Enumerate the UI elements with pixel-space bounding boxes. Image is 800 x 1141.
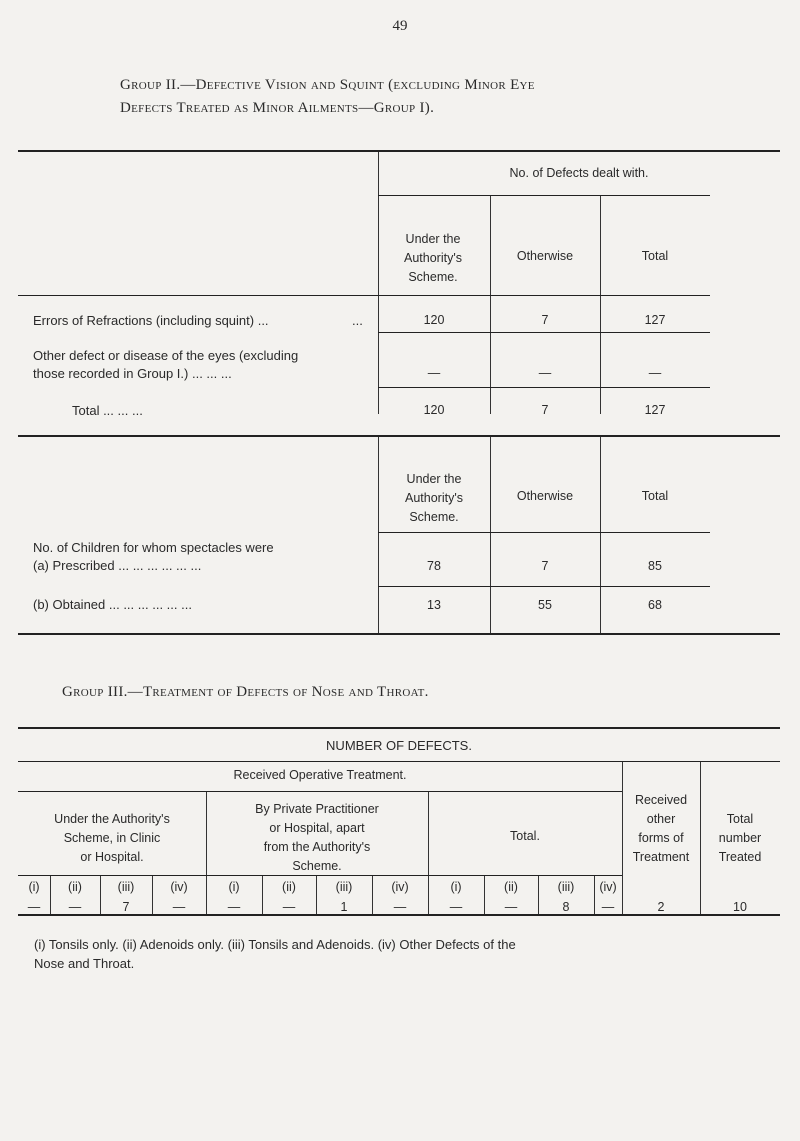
hdr-line: Scheme. [409, 510, 459, 524]
hdr-line: Scheme, in Clinic [63, 831, 161, 845]
hdr-line: Treatment [632, 850, 690, 864]
table2-col-total-header: Total [641, 489, 669, 503]
table3-roman: (i) [228, 880, 240, 894]
table2-col-otherwise-header: Otherwise [516, 489, 574, 503]
table3-value: 8 [562, 900, 570, 914]
table1-bottom-rule [18, 435, 780, 437]
hdr-line: By Private Practitioner [255, 802, 379, 816]
table2-intro: No. of Children for whom spectacles were [33, 540, 274, 555]
table3-received-operative-header: Received Operative Treatment. [233, 768, 407, 782]
table2-row-label: (a) Prescribed ... ... ... ... ... ... [33, 558, 202, 573]
hdr-line: from the Authority's [263, 840, 371, 854]
table2-cell: 7 [541, 559, 549, 573]
table3-value-other: 2 [657, 900, 665, 914]
table3-top-rule [18, 727, 780, 729]
table3-value-total: 10 [733, 900, 747, 914]
table3-roman: (iii) [557, 880, 575, 894]
table1-col-authority-header [378, 230, 488, 287]
table1-col-divider [490, 196, 491, 414]
table1-subheader-rule [378, 195, 710, 196]
table3-sub-c-header: Total. [510, 829, 540, 843]
table3-roman: (iv) [170, 880, 188, 894]
table3-roman: (iv) [391, 880, 409, 894]
table1-header-rule [18, 295, 710, 296]
table1-col-otherwise-header: Otherwise [516, 249, 574, 263]
table1-cell: 120 [423, 403, 445, 417]
group3-heading: Group III.—Treatment of Defects of Nose and Throat. [62, 684, 429, 700]
hdr-line: Under the [405, 232, 461, 246]
table1-cell: 127 [644, 403, 666, 417]
table2-cell: 78 [427, 559, 441, 573]
table3-roman: (iv) [599, 880, 617, 894]
table1-row-label: Errors of Refractions (including squint) ... [33, 313, 269, 328]
table3-value: — [449, 900, 463, 914]
table1-cell: 7 [541, 403, 549, 417]
table3-value: 7 [122, 900, 130, 914]
table3-value: — [68, 900, 82, 914]
table3-roman-rule [18, 875, 622, 876]
table3-value: — [172, 900, 186, 914]
group2-heading-line2: Defects Treated as Minor Ailments—Group I). [120, 100, 435, 116]
table3-value: 1 [340, 900, 348, 914]
table2-row-rule [378, 586, 710, 587]
table3-roman: (ii) [68, 880, 82, 894]
footnote-line1: (i) Tonsils only. (ii) Adenoids only. (iii) Tonsils and Adenoids. (iv) Other Defects of the [34, 937, 516, 952]
table3-roman: (i) [450, 880, 462, 894]
table3-group-divider [428, 792, 429, 914]
table3-subheader-rule [18, 791, 622, 792]
table2-cell: 13 [427, 598, 441, 612]
footnote-line2: Nose and Throat. [34, 956, 135, 971]
table1-cell: — [538, 366, 552, 380]
hdr-line: Total [726, 812, 754, 826]
hdr-line: Received [634, 793, 688, 807]
table3-title: NUMBER OF DEFECTS. [326, 738, 472, 753]
table3-roman: (ii) [282, 880, 296, 894]
table3-roman: (iii) [335, 880, 353, 894]
table2-bottom-rule [18, 633, 780, 635]
table3-sub-b-header [206, 800, 428, 876]
table1-super-header: No. of Defects dealt with. [509, 166, 649, 180]
table2-row-label: (b) Obtained ... ... ... ... ... ... [33, 597, 192, 612]
table2-header-rule [378, 532, 710, 533]
hdr-line: Under the Authority's [54, 812, 170, 826]
table3-other-header [622, 791, 700, 867]
table1-cell: 120 [423, 313, 445, 327]
table3-value: — [27, 900, 41, 914]
table1-cell: — [427, 366, 441, 380]
table3-title-rule [18, 761, 780, 762]
table3-value: — [393, 900, 407, 914]
table3-value: — [601, 900, 615, 914]
table2-col-authority-header [378, 470, 490, 527]
table1-row-rule [378, 332, 710, 333]
table2-cell: 85 [648, 559, 662, 573]
table1-row-rule [378, 387, 710, 388]
hdr-line: Scheme. [408, 270, 458, 284]
hdr-line: forms of [638, 831, 684, 845]
table1-total-label: Total ... ... ... [72, 403, 143, 418]
hdr-line: or Hospital. [80, 850, 144, 864]
hdr-line: Authority's [404, 251, 462, 265]
hdr-line: Treated [718, 850, 762, 864]
page-number: 49 [392, 18, 408, 34]
table3-total-header [700, 810, 780, 867]
table3-sub-a-header [18, 810, 206, 867]
group2-heading-line1: Group II.—Defective Vision and Squint (excluding Minor Eye [120, 77, 535, 93]
table3-value: — [227, 900, 241, 914]
table3-roman: (ii) [504, 880, 518, 894]
table1-cell: — [648, 366, 662, 380]
hdr-line: Under the [406, 472, 462, 486]
table1-top-rule [18, 150, 780, 152]
table1-cell: 127 [644, 313, 666, 327]
hdr-line: number [718, 831, 762, 845]
table1-row-label: Other defect or disease of the eyes (excluding [33, 348, 299, 363]
table1-col-total-header: Total [641, 249, 669, 263]
table3-value: — [282, 900, 296, 914]
table1-cell: 7 [541, 313, 549, 327]
table3-bottom-rule [18, 914, 780, 916]
hdr-line: other [646, 812, 676, 826]
table1-row-dots: ... [352, 313, 363, 328]
table3-value: — [504, 900, 518, 914]
table1-col-divider [600, 196, 601, 414]
hdr-line: Scheme. [292, 859, 342, 873]
table3-roman: (iii) [117, 880, 135, 894]
table3-roman: (i) [28, 880, 40, 894]
hdr-line: or Hospital, apart [269, 821, 365, 835]
hdr-line: Authority's [405, 491, 463, 505]
table1-row-label: those recorded in Group I.) ... ... ... [33, 366, 232, 381]
table2-cell: 68 [648, 598, 662, 612]
table2-cell: 55 [538, 598, 552, 612]
